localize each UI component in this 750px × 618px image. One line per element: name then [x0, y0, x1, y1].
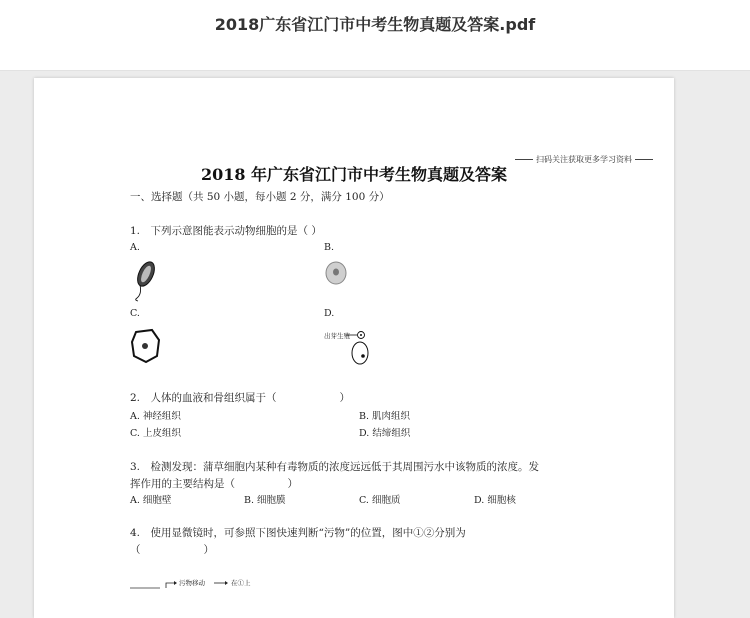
question-3-option-b: B. 细胞膜 [244, 495, 286, 506]
question-2-stem: 2. 人体的血液和骨组织属于（ ） [130, 392, 351, 404]
question-2-option-c: C. 上皮组织 [130, 428, 181, 439]
bacterium-cell-figure [132, 258, 162, 302]
budding-cell-figure [346, 331, 372, 367]
doc-title: 2018 年广东省江门市中考生物真题及答案 [200, 165, 508, 184]
question-2-option-b: B. 肌肉组织 [359, 411, 411, 422]
section-heading: 一、选择题（共 50 小题，每小题 2 分，满分 100 分） [130, 191, 390, 203]
question-1-option-b: B. [324, 242, 335, 253]
round-cell-figure [324, 260, 348, 286]
question-1-option-c: C. [130, 308, 140, 319]
budding-label: 出芽生殖 [324, 332, 350, 340]
question-2-option-d: D. 结缔组织 [359, 428, 411, 439]
question-3-option-d: D. 细胞核 [474, 495, 516, 506]
question-1-option-d: D. [324, 308, 335, 319]
document-page [34, 78, 674, 618]
question-4-stem-line2: （ ） [130, 544, 214, 556]
question-3-option-a: A. 细胞壁 [130, 495, 172, 506]
flowchart-label-1: 污物移动 [179, 579, 205, 587]
question-1-option-a: A. [130, 242, 140, 253]
file-title: 2018广东省江门市中考生物真题及答案.pdf [214, 15, 536, 34]
header-note: 扫码关注获取更多学习资料 [512, 154, 656, 165]
question-3-stem-line1: 3. 检测发现：蒲草细胞内某种有毒物质的浓度远远低于其周围污水中该物质的浓度。发 [130, 461, 540, 473]
question-4-stem-line1: 4. 使用显微镜时，可参照下图快速判断“污物”的位置，图中①②分别为 [130, 527, 466, 539]
plant-cell-figure [130, 328, 162, 364]
question-3-option-c: C. 细胞质 [359, 495, 401, 506]
question-3-stem-line2: 挥作用的主要结构是（ ） [130, 478, 298, 490]
question-2-option-a: A. 神经组织 [130, 411, 181, 422]
viewer-toolbar [0, 0, 750, 71]
flowchart-label-2: 在①上 [231, 579, 251, 587]
question-1-stem: 1. 下列示意图能表示动物细胞的是（ ） [130, 225, 322, 237]
